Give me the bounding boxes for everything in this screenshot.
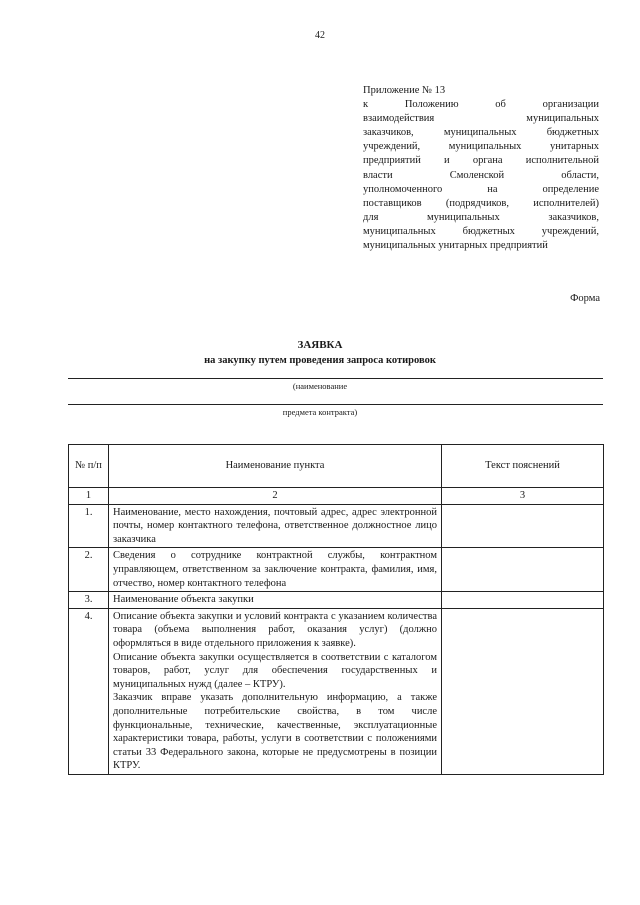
row-item-name: Наименование объекта закупки [109, 592, 442, 609]
appendix-line: для муниципальных заказчиков, [363, 211, 599, 223]
appendix-line: Приложение № 13 [363, 85, 446, 96]
header-item-name: Наименование пункта [109, 445, 442, 488]
colnum-cell: 2 [109, 488, 442, 505]
appendix-line: взаимодействия муниципальных [363, 113, 599, 125]
row-explanation [442, 608, 604, 774]
appendix-line: уполномоченного на определение [363, 183, 599, 195]
request-table [68, 444, 604, 775]
caption-name: (наименование [292, 381, 348, 391]
row-item-name: Сведения о сотруднике контрактной службы, контрактном управляющем, ответственном за заключение контракта, фамилия, имя, отчество, номер контактного телефона [109, 548, 442, 592]
form-label: Форма [570, 293, 600, 304]
header-number: № п/п [69, 445, 109, 488]
table-row [69, 592, 604, 609]
appendix-line: заказчиков, муниципальных бюджетных [363, 127, 599, 139]
colnum-cell: 3 [442, 488, 604, 505]
row-item-paragraph: Заказчик вправе указать дополнительную информацию, а также дополнительные потребительские свойства, в том числе функциональные, технические, качественные, эксплуатационные характеристики товара, работы, услуги в соответствии с положениями статьи 33 Федерального закона, которые не предусмотрены в позиции КТРУ. [113, 692, 437, 772]
row-item-name: Наименование, место нахождения, почтовый адрес, адрес электронной почты, номер контактного телефона, ответственное должностное лицо заказчика [109, 504, 442, 548]
table-row [69, 504, 604, 548]
header-explanation: Текст пояснений [442, 445, 604, 488]
table-header-row [69, 445, 604, 488]
table-colnum-row [69, 488, 604, 505]
appendix-block [363, 84, 599, 253]
row-explanation [442, 592, 604, 609]
appendix-line: муниципальных бюджетных учреждений, [363, 225, 599, 237]
appendix-line: поставщиков (подрядчиков, исполнителей) [363, 197, 599, 209]
blank-line-1 [68, 378, 603, 379]
appendix-line: к Положению об организации [363, 99, 599, 111]
colnum-cell: 1 [69, 488, 109, 505]
row-explanation [442, 548, 604, 592]
caption-subject: предмета контракта) [282, 407, 358, 417]
row-number: 4. [69, 608, 109, 774]
row-explanation [442, 504, 604, 548]
document-title: ЗАЯВКА [297, 339, 343, 351]
row-number: 3. [69, 592, 109, 609]
document-subtitle: на закупку путем проведения запроса котировок [204, 355, 436, 366]
table-row [69, 548, 604, 592]
appendix-line: предприятий и органа исполнительной [363, 155, 599, 167]
page-number: 42 [315, 30, 325, 41]
appendix-line: муниципальных унитарных предприятий [363, 240, 548, 252]
blank-line-2 [68, 404, 603, 405]
row-number: 2. [69, 548, 109, 592]
table-row [69, 608, 604, 774]
appendix-line: учреждений, муниципальных унитарных [363, 141, 599, 153]
appendix-line: власти Смоленской области, [363, 169, 599, 181]
row-item-paragraph: Описание объекта закупки осуществляется в соответствии с каталогом товаров, работ, услуг для обеспечения государственных и муниципальных нужд (далее – КТРУ). [113, 651, 437, 690]
row-number: 1. [69, 504, 109, 548]
row-item-name [109, 608, 442, 774]
row-item-paragraph: Описание объекта закупки и условий контракта с указанием количества товара (объема выполнения работ, оказания услуг) (должно оформляться в виде отдельного приложения к заявке). [113, 610, 437, 649]
